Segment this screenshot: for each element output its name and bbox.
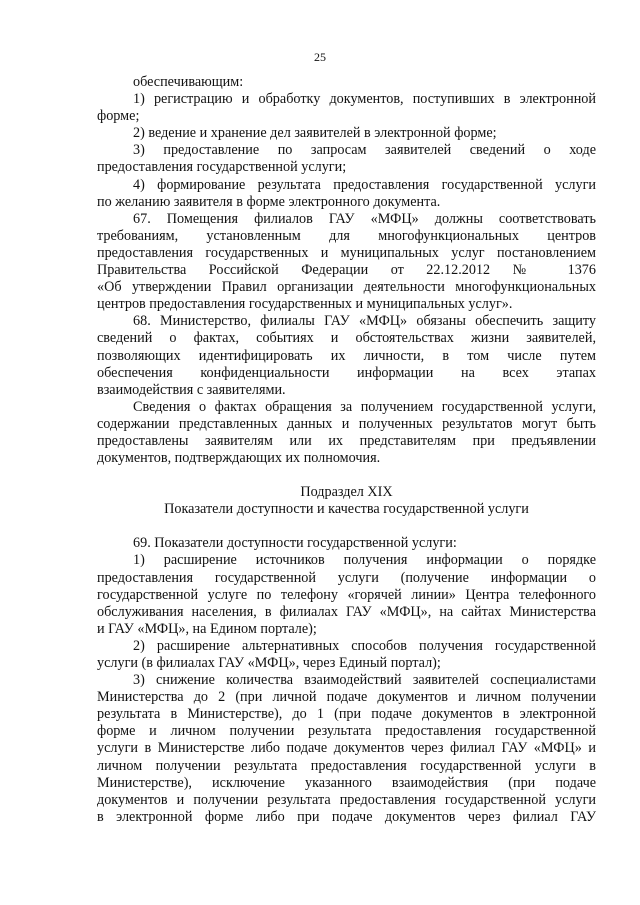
text-line: центров предоставления государственных и муниципальных услуг». xyxy=(97,296,513,313)
text-line: 2) ведение и хранение дел заявителей в электронной форме; xyxy=(133,125,497,142)
text-line: и ГАУ «МФЦ», на Едином портале); xyxy=(97,620,317,637)
text-line: форме; xyxy=(97,108,140,125)
text-line: документов, подтверждающих их полномочия. xyxy=(97,450,381,467)
text-line: предоставления государственных и муниципальных услуг постановлением xyxy=(97,244,596,261)
paragraph xyxy=(97,211,596,314)
text-line: 1) расширение источников получения информации о порядке xyxy=(133,552,596,569)
text-line: государственной услуге по телефону «горячей линии» Центра телефонного xyxy=(97,586,596,603)
text-line: результата в Министерстве), до 1 (при подаче документов в электронной xyxy=(97,706,596,723)
text-line: в электронной форме либо при подаче документов через филиал ГАУ xyxy=(97,808,596,825)
text-line: 1) регистрацию и обработку документов, поступивших в электронной xyxy=(133,91,596,108)
heading-line: Подраздел XIX xyxy=(300,484,393,501)
paragraph xyxy=(97,74,596,91)
paragraph xyxy=(97,142,596,176)
text-line: Министерстве), исключение указанного взаимодействия (при подаче xyxy=(97,774,596,791)
paragraph xyxy=(97,552,596,637)
paragraph xyxy=(97,177,596,211)
text-line: 2) расширение альтернативных способов получения государственной xyxy=(133,637,596,654)
paragraph xyxy=(97,399,596,467)
text-line: взаимодействия с заявителями. xyxy=(97,381,286,398)
text-line: предоставления государственной услуги (получение информации о xyxy=(97,569,596,586)
spacer xyxy=(97,467,596,484)
paragraph xyxy=(97,313,596,398)
text-line: личном получении результата предоставления государственной услуги в xyxy=(97,757,596,774)
text-line: документов и получении результата предоставления государственной услуги xyxy=(97,791,596,808)
section-heading xyxy=(97,484,596,518)
text-line: «Об утверждении Правил организации деятельности многофункциональных xyxy=(97,279,596,296)
paragraph xyxy=(97,535,596,552)
text-line: 3) снижение количества взаимодействий заявителей соспециалистами xyxy=(133,672,596,689)
spacer xyxy=(97,518,596,535)
paragraph xyxy=(97,638,596,672)
text-line: Сведения о фактах обращения за получением государственной услуги, xyxy=(133,398,596,415)
text-line: 68. Министерство, филиалы ГАУ «МФЦ» обязаны обеспечить защиту xyxy=(133,313,596,330)
text-line: предоставлены заявителям или их представителям при предъявлении xyxy=(97,432,596,449)
text-line: требованиям, установленным для многофункциональных центров xyxy=(97,227,596,244)
document-body xyxy=(97,74,596,826)
text-line: обслуживания населения, в филиалах ГАУ «МФЦ», на сайтах Министерства xyxy=(97,603,596,620)
text-line: 67. Помещения филиалов ГАУ «МФЦ» должны соответствовать xyxy=(133,210,596,227)
text-line: по желанию заявителя в форме электронного документа. xyxy=(97,193,441,210)
paragraph xyxy=(97,672,596,826)
page-number: 25 xyxy=(314,50,326,64)
text-line: 69. Показатели доступности государственной услуги: xyxy=(133,535,457,552)
text-line: Министерства до 2 (при личной подаче документов и личном получении xyxy=(97,689,596,706)
text-line: 4) формирование результата предоставления государственной услуги xyxy=(133,176,596,193)
text-line: содержании представленных данных и полученных результатов могут быть xyxy=(97,415,596,432)
text-line: услуги (в филиалах ГАУ «МФЦ», через Единый портал); xyxy=(97,655,441,671)
text-line: форме и личном получении результата предоставления государственной xyxy=(97,723,596,740)
paragraph xyxy=(97,125,596,142)
text-line: Правительства Российской Федерации от 22.12.2012 № 1376 xyxy=(97,262,596,279)
text-line: 3) предоставление по запросам заявителей сведений о ходе xyxy=(133,142,596,159)
text-line: сведений о фактах, событиях и обстоятельствах жизни заявителей, xyxy=(97,330,596,347)
text-line: обеспечивающим: xyxy=(133,74,244,90)
text-line: предоставления государственной услуги; xyxy=(97,159,347,176)
text-line: обеспечения конфиденциальности информации на всех этапах xyxy=(97,364,596,381)
paragraph xyxy=(97,91,596,125)
heading-line: Показатели доступности и качества государственной услуги xyxy=(164,501,529,518)
text-line: позволяющих идентифицировать их личности, в том числе путем xyxy=(97,347,596,364)
text-line: услуги в Министерстве либо подаче документов через филиал ГАУ «МФЦ» и xyxy=(97,740,596,757)
